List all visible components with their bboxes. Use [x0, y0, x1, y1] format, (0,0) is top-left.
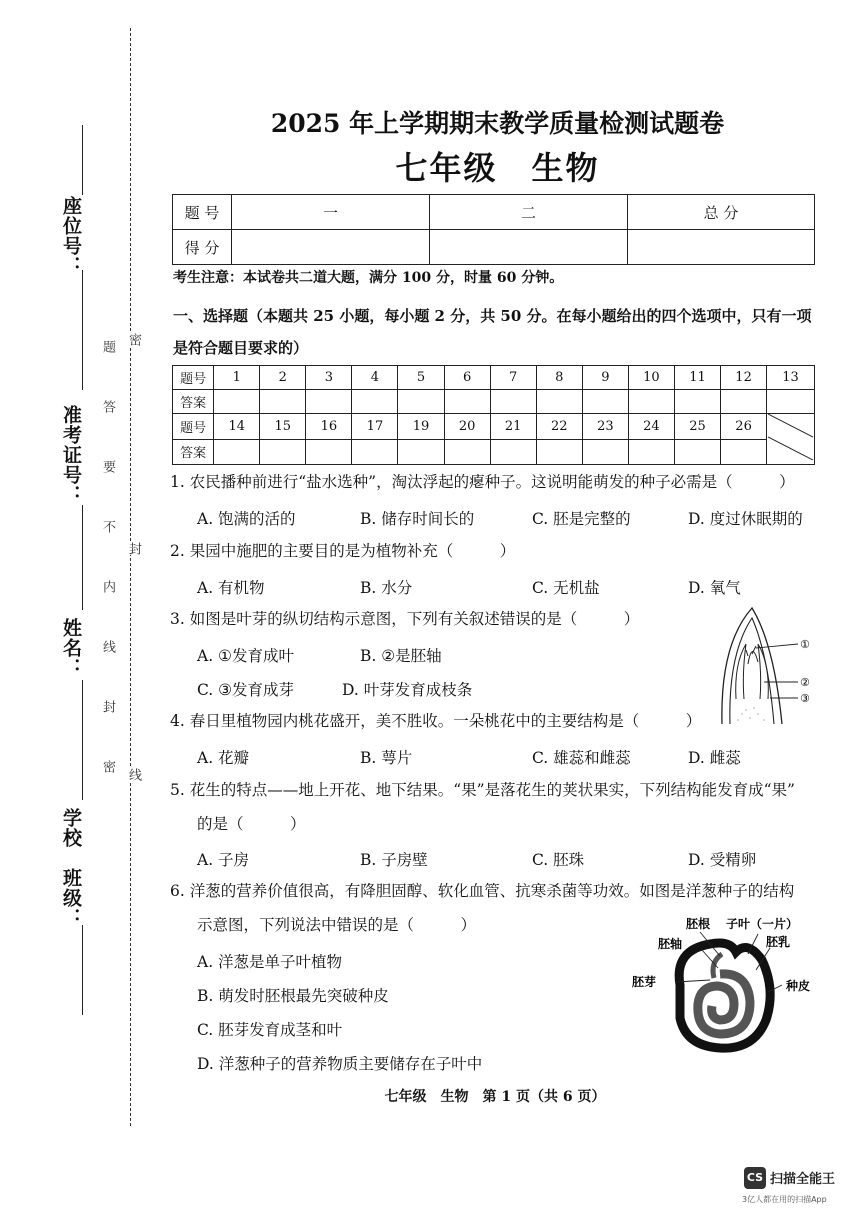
answer-cell[interactable]: [674, 439, 720, 465]
question-5-stem-cont: 的是（ ）: [197, 815, 306, 833]
score-cell-2[interactable]: [430, 230, 628, 265]
grid-num: 6: [444, 366, 490, 390]
answer-cell[interactable]: [260, 439, 306, 465]
answer-cell[interactable]: [398, 390, 444, 414]
scanner-name: 扫描全能王: [770, 1172, 836, 1187]
grid-num: 13: [767, 366, 815, 390]
q4-option-b: B. 萼片: [360, 749, 413, 767]
question-4-stem: 4. 春日里植物园内桃花盛开，美不胜收。一朵桃花中的主要结构是（ ）: [170, 712, 702, 730]
answer-cell[interactable]: [352, 439, 398, 465]
seed-label-cotyledon: 子叶（一片）: [726, 917, 799, 931]
grid-label: 答案: [173, 439, 214, 465]
grid-num: 17: [352, 414, 398, 440]
seed-label-coat: 种皮: [786, 979, 811, 993]
grid-num: 2: [260, 366, 306, 390]
grid-num: 1: [214, 366, 260, 390]
answer-cell[interactable]: [260, 390, 306, 414]
subject-title: 七年级 生物: [395, 149, 600, 187]
grid-num: 4: [352, 366, 398, 390]
q4-option-c: C. 雄蕊和雌蕊: [532, 749, 631, 767]
inner-char-4: 不: [100, 520, 115, 533]
answer-cell[interactable]: [306, 390, 352, 414]
inner-char-1: 题: [100, 340, 115, 353]
answer-cell[interactable]: [674, 390, 720, 414]
q4-option-a: A. 花瓣: [197, 749, 250, 767]
score-head-2: 二: [430, 195, 628, 230]
answer-cell[interactable]: [628, 390, 674, 414]
seat-label: 座位号：: [60, 196, 82, 276]
q5-option-b: B. 子房壁: [360, 851, 428, 869]
seed-label-radicle: 胚根: [686, 917, 711, 931]
onion-seed-figure: [630, 910, 830, 1060]
answer-cell[interactable]: [214, 390, 260, 414]
name-label: 姓名：: [60, 618, 82, 678]
grid-num: 20: [444, 414, 490, 440]
score-head-1: 一: [232, 195, 430, 230]
bud-label-1: ①: [800, 638, 810, 651]
q2-option-d: D. 氧气: [688, 579, 741, 597]
q3-option-b: B. ②是胚轴: [360, 647, 442, 665]
answer-cell[interactable]: [582, 439, 628, 465]
answer-cell[interactable]: [444, 390, 490, 414]
seed-label-plumule: 胚芽: [632, 975, 657, 989]
q2-option-c: C. 无机盐: [532, 579, 600, 597]
answer-cell[interactable]: [352, 390, 398, 414]
bud-label-3: ③: [800, 692, 810, 705]
exam-id-line: [82, 505, 83, 610]
answer-cell[interactable]: [398, 439, 444, 465]
score-table: [172, 194, 815, 265]
name-line: [82, 680, 83, 800]
grid-slash-cell: [767, 414, 815, 465]
score-cell-1[interactable]: [232, 230, 430, 265]
answer-grid: [172, 365, 815, 465]
scanner-logo-icon: CS: [744, 1167, 766, 1189]
q1-option-a: A. 饱满的活的: [197, 510, 296, 528]
q3-option-c: C. ③发育成芽: [197, 681, 295, 699]
score-cell-total[interactable]: [628, 230, 815, 265]
inner-char-3: 要: [100, 460, 115, 473]
q4-option-d: D. 雌蕊: [688, 749, 741, 767]
inner-char-5: 内: [100, 580, 115, 593]
grid-num: 10: [628, 366, 674, 390]
leaf-bud-figure: [712, 604, 822, 729]
grid-num: 21: [490, 414, 536, 440]
q1-option-d: D. 度过休眠期的: [688, 510, 803, 528]
answer-cell[interactable]: [490, 439, 536, 465]
seat-line: [82, 125, 83, 195]
q6-option-a: A. 洋葱是单子叶植物: [197, 953, 343, 971]
question-1-stem: 1. 农民播种前进行“盐水选种”，淘汰浮起的瘪种子。这说明能萌发的种子必需是（ ）: [170, 473, 795, 491]
grid-label: 答案: [173, 390, 214, 414]
seed-label-hypocotyl: 胚轴: [658, 937, 683, 951]
q6-option-c: C. 胚芽发育成茎和叶: [197, 1021, 343, 1039]
school-line: [82, 925, 83, 1015]
q2-option-b: B. 水分: [360, 579, 413, 597]
answer-cell[interactable]: [536, 439, 582, 465]
question-6-stem-cont: 示意图，下列说法中错误的是（ ）: [197, 916, 477, 934]
grid-num: 12: [721, 366, 767, 390]
score-row-label: 得 分: [173, 230, 232, 265]
q5-option-d: D. 受精卵: [688, 851, 757, 869]
grid-num: 5: [398, 366, 444, 390]
answer-cell[interactable]: [628, 439, 674, 465]
grid-num: 9: [582, 366, 628, 390]
q5-option-c: C. 胚珠: [532, 851, 585, 869]
answer-cell[interactable]: [444, 439, 490, 465]
seed-label-endosperm: 胚乳: [766, 935, 791, 949]
q3-option-d: D. 叶芽发育成枝条: [342, 681, 473, 699]
q2-option-a: A. 有机物: [197, 579, 265, 597]
grid-num: 24: [628, 414, 674, 440]
answer-cell[interactable]: [306, 439, 352, 465]
grid-num: 8: [536, 366, 582, 390]
inner-char-6: 线: [100, 640, 115, 653]
grid-num: 23: [582, 414, 628, 440]
grid-num: 11: [674, 366, 720, 390]
exam-id-label: 准考证号：: [60, 405, 82, 505]
seat-line-lower: [82, 270, 83, 390]
answer-cell[interactable]: [214, 439, 260, 465]
grid-num: 14: [214, 414, 260, 440]
inner-char-2: 答: [100, 400, 115, 413]
section-heading: 一、选择题（本题共 25 小题，每小题 2 分，共 50 分。在每小题给出的四个选项中，只有一项是符合题目要求的）: [173, 307, 812, 357]
answer-cell[interactable]: [767, 390, 815, 414]
school-class-label: 学校 班级：: [60, 808, 82, 928]
bud-label-2: ②: [800, 676, 810, 689]
grid-label: 题号: [173, 366, 214, 390]
grid-num: 3: [306, 366, 352, 390]
q1-option-b: B. 储存时间长的: [360, 510, 475, 528]
score-head-total: 总 分: [628, 195, 815, 230]
answer-cell[interactable]: [582, 390, 628, 414]
q5-option-a: A. 子房: [197, 851, 250, 869]
score-head-label: 题 号: [173, 195, 232, 230]
q3-option-a: A. ①发育成叶: [197, 647, 294, 665]
question-6-stem: 6. 洋葱的营养价值很高，有降胆固醇、软化血管、抗寒杀菌等功效。如图是洋葱种子的结构: [170, 882, 795, 900]
exam-title: 2025 年上学期期末教学质量检测试题卷: [270, 109, 725, 138]
seal-top: 密: [126, 333, 141, 346]
grid-num: 19: [398, 414, 444, 440]
diagonal-slash: [768, 414, 813, 460]
question-2-stem: 2. 果园中施肥的主要目的是为植物补充（ ）: [170, 542, 516, 560]
question-5-stem: 5. 花生的特点——地上开花、地下结果。“果”是落花生的荚状果实，下列结构能发育成“果”: [170, 781, 795, 799]
seal-bot: 线: [126, 768, 141, 781]
notice: 考生注意：本试卷共二道大题，满分 100 分，时量 60 分钟。: [173, 270, 564, 286]
grid-num: 25: [674, 414, 720, 440]
seal-mid: 封: [126, 542, 141, 555]
q1-option-c: C. 胚是完整的: [532, 510, 631, 528]
q6-option-b: B. 萌发时胚根最先突破种皮: [197, 987, 389, 1005]
scanner-tagline: 3亿人都在用的扫描App: [742, 1195, 827, 1204]
grid-num: 15: [260, 414, 306, 440]
inner-char-7: 封: [100, 700, 115, 713]
grid-num: 26: [721, 414, 767, 440]
grid-num: 16: [306, 414, 352, 440]
inner-char-8: 密: [100, 760, 115, 773]
cut-line: [130, 28, 131, 1126]
grid-label: 题号: [173, 414, 214, 440]
answer-cell[interactable]: [490, 390, 536, 414]
answer-cell[interactable]: [721, 439, 767, 465]
grid-num: 22: [536, 414, 582, 440]
grid-num: 7: [490, 366, 536, 390]
answer-cell[interactable]: [536, 390, 582, 414]
answer-cell[interactable]: [721, 390, 767, 414]
question-3-stem: 3. 如图是叶芽的纵切结构示意图，下列有关叙述错误的是（ ）: [170, 610, 640, 628]
page-footer: 七年级 生物 第 1 页（共 6 页）: [384, 1089, 606, 1105]
q6-option-d: D. 洋葱种子的营养物质主要储存在子叶中: [197, 1055, 483, 1073]
